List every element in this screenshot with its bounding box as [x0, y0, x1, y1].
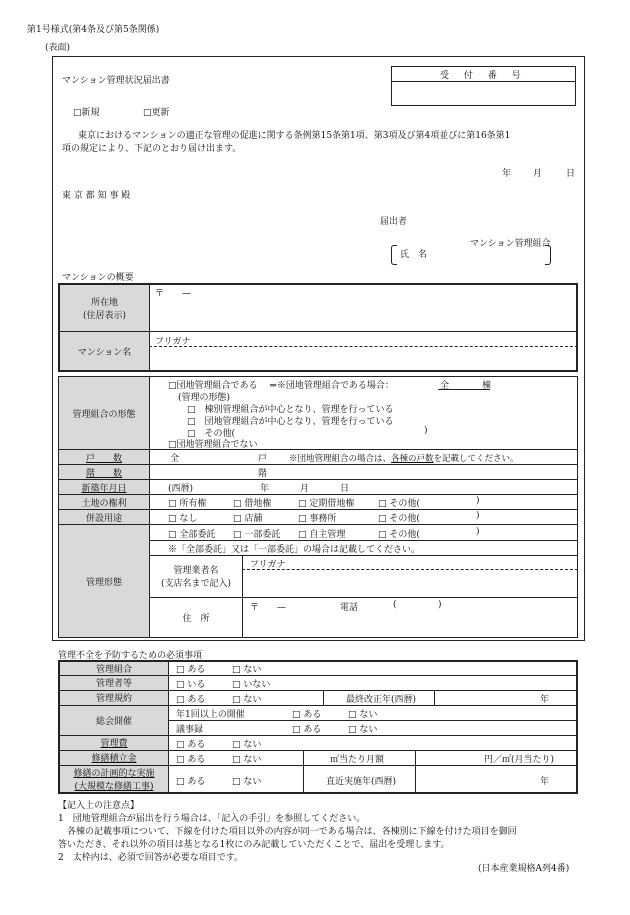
applicant-name-label: 氏 名 [400, 250, 428, 260]
location-label: 所在地 [90, 298, 118, 308]
req-meeting-label: 総会開催 [95, 717, 132, 727]
req-plan-recent: 直近実施年(西暦) [326, 777, 397, 787]
form-title: マンション管理状況届出書 [62, 76, 170, 86]
company-addr-label: 住 所 [182, 614, 210, 624]
company-tel-close: ) [438, 600, 442, 610]
mgmt-full[interactable]: □ 全部委託 [168, 530, 216, 540]
addressee: 東 京 都 知 事 殿 [62, 191, 131, 201]
req-union-no[interactable]: □ ない [232, 665, 262, 675]
req-union-label: 管理組合 [95, 664, 132, 675]
mansion-name-label: マンション名 [77, 347, 132, 358]
req-reserve-label: 修繕積立金 [91, 754, 137, 764]
req-meeting-minutes-yes[interactable]: □ ある [292, 725, 322, 735]
form-number: 第1号様式(第4条及び第5条関係) [27, 25, 160, 35]
union-form-l4[interactable]: □ 団地管理組合が中心となり、管理を行っている [187, 417, 394, 427]
union-form-l1[interactable]: □団地管理組合である ⇒※団地管理組合である場合： [168, 381, 394, 391]
land-other-close: ) [476, 496, 480, 506]
built-label: 新築年月日 [81, 483, 127, 494]
req-meeting-annual-yes[interactable]: □ ある [292, 710, 322, 720]
req-plan-label2: (大規模な修繕工事) [74, 782, 154, 792]
mgmt-other[interactable]: □ その他( [378, 530, 420, 540]
date-day: 日 [566, 169, 576, 179]
req-rules-label: 管理規約 [95, 694, 132, 704]
note-2: 2 太枠内は、必須で回答が必要な項目です。 [58, 853, 244, 863]
use-none[interactable]: □ なし [168, 514, 198, 524]
floors-unit: 階 [258, 469, 268, 479]
bracket-left [391, 245, 397, 265]
units-unit: 戸 [258, 454, 268, 464]
mgmt-partial[interactable]: □ 一部委託 [233, 530, 281, 540]
req-meeting-annual: 年1回以上の開催 [176, 710, 245, 720]
req-reserve-no[interactable]: □ ない [232, 755, 262, 765]
req-rules-no[interactable]: □ ない [232, 695, 262, 705]
req-plan-label1: 修繕の計画的な実施 [73, 769, 155, 779]
use-other-close: ) [476, 511, 480, 521]
units-all: 全 [170, 454, 180, 464]
req-meeting-minutes: 議事録 [176, 725, 204, 735]
land-other[interactable]: □ その他( [378, 499, 420, 509]
req-reserve-per-sqm: ㎡当たり月額 [330, 755, 385, 765]
note-1: 1 団地管理組合が届出を行う場合は、「記入の手引」を参照してください。 [58, 814, 366, 824]
date-year: 年 [502, 169, 512, 179]
req-reserve-unit: 円／㎡(月当たり) [484, 755, 555, 765]
applicant-union: マンション管理組合 [470, 239, 551, 249]
intro-line2: 項の規定により、下記のとおり届け出ます。 [62, 144, 242, 154]
company-tel-open: ( [393, 600, 397, 610]
company-label-cell [150, 556, 242, 596]
land-lease[interactable]: □ 借地権 [233, 499, 272, 509]
union-form-all: 全 [440, 381, 450, 391]
req-fee-label: 管理費 [100, 739, 128, 749]
req-rules-year: 年 [540, 695, 550, 705]
req-fee-yes[interactable]: □ ある [176, 740, 206, 750]
union-form-l6[interactable]: □団地管理組合でない [168, 440, 258, 450]
floors-label: 階 数 [85, 468, 122, 479]
land-own[interactable]: □ 所有権 [168, 499, 207, 509]
use-label: 併設用途 [85, 513, 122, 524]
req-union-yes[interactable]: □ ある [176, 665, 206, 675]
req-plan-no[interactable]: □ ない [232, 777, 262, 787]
company-postal[interactable]: 〒 — [250, 603, 287, 613]
req-manager-yes[interactable]: □ いる [176, 680, 206, 690]
company-furigana: フリガナ [250, 560, 286, 570]
union-form-l5-close: ) [424, 426, 428, 436]
built-era: (西暦) [168, 484, 194, 494]
location-postal[interactable]: 〒 — [155, 289, 192, 299]
req-meeting-annual-no[interactable]: □ ない [348, 710, 378, 720]
union-form-l3[interactable]: □ 棟別管理組合が中心となり、管理を行っている [187, 405, 394, 415]
mansion-furigana: フリガナ [155, 337, 191, 347]
option-update[interactable]: □更新 [143, 108, 170, 118]
required-heading: 管理不全を予防するための必須事項 [58, 651, 203, 661]
note-1b: 各棟の記載事項について、下線を付けた項目以外の内容が同一である場合は、各棟別に下線を付けた項目を御回 [58, 827, 517, 837]
union-form-l5[interactable]: □ その他( [187, 429, 236, 439]
built-month: 月 [300, 484, 310, 494]
location-sub: (住居表示) [82, 311, 127, 321]
mgmt-label: 管理形態 [85, 577, 122, 588]
built-day: 日 [340, 484, 350, 494]
union-form-blocks: 棟 [482, 381, 492, 391]
applicant-label: 届出者 [380, 217, 408, 227]
mgmt-note: ※「全部委託」又は「一部委託」の場合は記載してください。 [168, 545, 421, 555]
date-month: 月 [533, 169, 543, 179]
bracket-right [545, 245, 551, 265]
form-side: (表面) [45, 43, 71, 53]
req-reserve-yes[interactable]: □ ある [176, 755, 206, 765]
req-fee-no[interactable]: □ ない [232, 740, 262, 750]
req-plan-yes[interactable]: □ ある [176, 777, 206, 787]
use-office[interactable]: □ 事務所 [298, 514, 337, 524]
union-form-label: 管理組合の形態 [72, 409, 136, 420]
intro-line1: 東京におけるマンションの適正な管理の促進に関する条例第15条第1項、第3項及び第4項並びに第16条第1 [78, 131, 511, 141]
overview-heading: マンションの概要 [62, 273, 134, 283]
units-label: 戸 数 [85, 453, 122, 464]
receipt-label: 受 付 番 号 [440, 71, 527, 81]
footer-size: (日本産業規格A列4番) [478, 864, 570, 874]
req-manager-label: 管理者等 [95, 679, 132, 689]
units-note: ※団地管理組合の場合は、各棟の戸数を記載してください。 [289, 454, 519, 464]
req-manager-no[interactable]: □ いない [232, 680, 271, 690]
company-label2: (支店名まで記入) [160, 579, 232, 589]
req-plan-year: 年 [540, 777, 550, 787]
mgmt-other-close: ) [476, 527, 480, 537]
req-rules-last: 最終改正年(西暦) [346, 695, 417, 705]
req-rules-yes[interactable]: □ ある [176, 695, 206, 705]
mgmt-self[interactable]: □ 自主管理 [298, 530, 346, 540]
location-label-cell [60, 285, 149, 331]
land-fixed[interactable]: □ 定期借地権 [298, 499, 355, 509]
company-tel-label: 電話 [340, 603, 359, 613]
req-plan-label-cell [60, 766, 168, 792]
req-meeting-minutes-no[interactable]: □ ない [348, 725, 378, 735]
notes-heading: 【記入上の注意点】 [58, 801, 140, 811]
union-form-l2: (管理の形態) [178, 393, 231, 403]
option-new[interactable]: □新規 [73, 108, 100, 118]
company-label1: 管理業者名 [173, 566, 219, 576]
land-label: 土地の権利 [81, 498, 127, 509]
note-1c: 答いただき、それ以外の項目は基となる1枚にのみ記載していただくことで、届出を受理します。 [58, 840, 450, 850]
use-other[interactable]: □ その他( [378, 514, 420, 524]
built-year: 年 [260, 484, 270, 494]
use-shop[interactable]: □ 店舗 [233, 514, 263, 524]
